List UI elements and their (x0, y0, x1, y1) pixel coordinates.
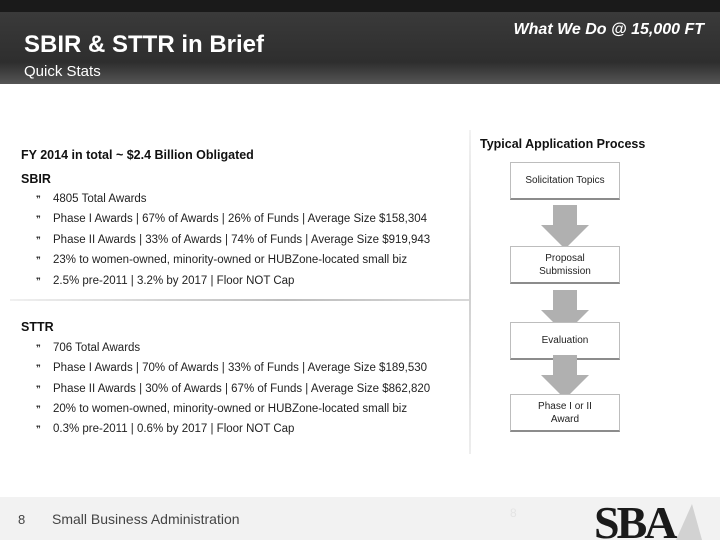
process-step-evaluation: Evaluation (510, 322, 620, 360)
process-title: Typical Application Process (480, 137, 646, 151)
bullet-icon: ❞ (36, 255, 41, 265)
bullet-icon: ❞ (36, 384, 41, 394)
logo-text: SBA (594, 498, 675, 540)
bullet-text: 2.5% pre-2011 | 3.2% by 2017 | Floor NOT Cap (53, 275, 295, 287)
sttr-bullet-item (36, 423, 294, 435)
sttr-heading: STTR (21, 320, 54, 334)
section-tagline: What We Do @ 15,000 FT (513, 21, 704, 38)
top-bar (0, 0, 720, 12)
bullet-text: 23% to women-owned, minority-owned or HUBZone-located small biz (53, 254, 408, 266)
process-step-award: Phase I or II Award (510, 394, 620, 432)
bullet-text: Phase I Awards | 70% of Awards | 33% of Funds | Average Size $189,530 (53, 362, 428, 374)
ghost-page-number: 8 (510, 506, 517, 520)
bullet-icon: ❞ (36, 194, 41, 204)
bullet-text: Phase II Awards | 30% of Awards | 67% of Funds | Average Size $862,820 (53, 383, 431, 395)
bullet-text: 4805 Total Awards (53, 193, 147, 205)
fy-total-line: FY 2014 in total ~ $2.4 Billion Obligated (21, 148, 254, 162)
sbir-bullet-item (36, 234, 430, 246)
bullet-icon: ❞ (36, 214, 41, 224)
page-title: SBIR & STTR in Brief (24, 31, 265, 58)
bullet-icon: ❞ (36, 404, 41, 414)
bullet-icon: ❞ (36, 343, 41, 353)
bullet-text: Phase II Awards | 33% of Awards | 74% of Funds | Average Size $919,943 (53, 234, 431, 246)
page-number: 8 (18, 512, 26, 527)
bullet-text: 706 Total Awards (53, 342, 141, 354)
vertical-divider (469, 130, 471, 454)
process-step-proposal: Proposal Submission (510, 246, 620, 284)
bullet-icon: ❞ (36, 235, 41, 245)
down-arrow-icon (541, 355, 589, 399)
bullet-text: Phase I Awards | 67% of Awards | 26% of Funds | Average Size $158,304 (53, 213, 428, 225)
bullet-icon: ❞ (36, 424, 41, 434)
sbir-bullet-item (36, 193, 147, 205)
down-arrow-icon (541, 205, 589, 249)
sttr-bullet-item (36, 403, 407, 415)
bullet-icon: ❞ (36, 363, 41, 373)
sbir-heading: SBIR (21, 172, 51, 186)
bullet-text: 0.3% pre-2011 | 0.6% by 2017 | Floor NOT Cap (53, 423, 295, 435)
header-band (0, 12, 720, 84)
sttr-bullet-item (36, 383, 430, 395)
horizontal-divider (10, 299, 470, 301)
sba-logo-icon (592, 498, 702, 540)
sbir-bullet-item (36, 254, 407, 266)
page-subtitle: Quick Stats (24, 63, 101, 80)
sbir-bullet-item (36, 213, 427, 225)
process-step-solicitation: Solicitation Topics (510, 162, 620, 200)
sbir-bullet-item (36, 275, 294, 287)
sttr-bullet-item (36, 362, 427, 374)
sttr-bullet-item (36, 342, 140, 354)
organization-name: Small Business Administration (52, 511, 240, 527)
bullet-icon: ❞ (36, 276, 41, 286)
bullet-text: 20% to women-owned, minority-owned or HUBZone-located small biz (53, 403, 408, 415)
